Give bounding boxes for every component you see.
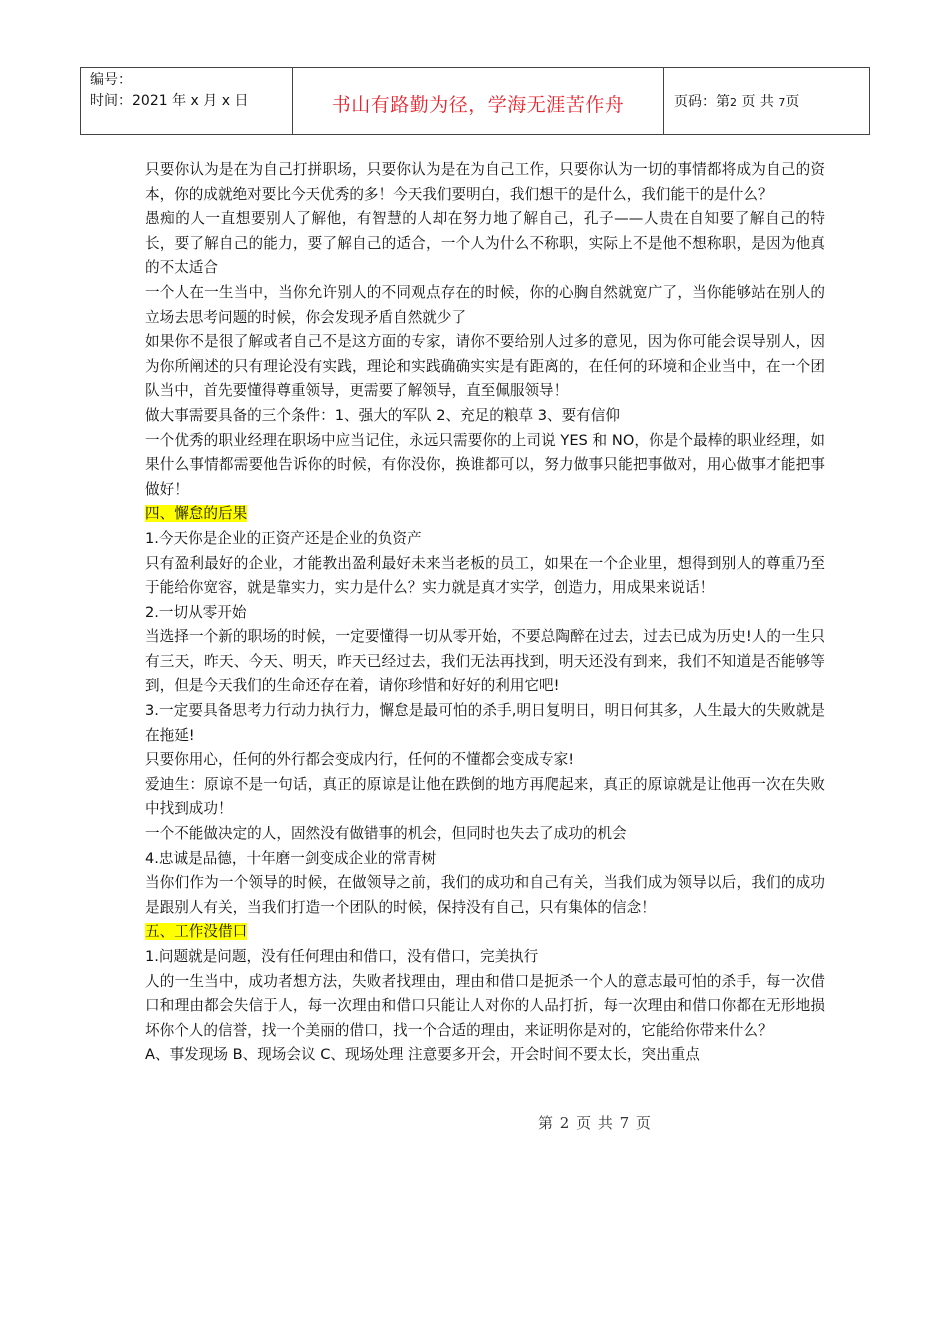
page-current: 2 [730, 96, 737, 109]
page-prefix: 页码：第 [674, 94, 730, 110]
document-number-label: 编号： [90, 72, 132, 88]
body-paragraph: 愚痴的人一直想要别人了解他，有智慧的人却在努力地了解自己，孔子——人贵在自知要了解自己的特长，要了解自己的能力，要了解自己的适合，一个人为什么不称职，实际上不是他不想称职，是因为他真的不太适合 [145, 210, 825, 277]
page-middle: 页 共 [741, 94, 774, 110]
page-suffix: 页 [785, 94, 800, 110]
body-paragraph: 做大事需要具备的三个条件：1、强大的军队 2、充足的粮草 3、要有信仰 [145, 406, 620, 424]
body-paragraph: 3.一定要具备思考力行动力执行力，懈怠是最可怕的杀手,明日复明日，明日何其多，人生最大的失败就是在拖延! [145, 702, 825, 744]
body-paragraph: 当选择一个新的职场的时候，一定要懂得一切从零开始，不要总陶醉在过去，过去已成为历史!人的一生只有三天，昨天、今天、明天，昨天已经过去，我们无法再找到，明天还没有到来，我们不知道是否能够等到，但是今天我们的生命还存在着，请你珍惜和好好的利用它吧! [145, 628, 825, 695]
section-heading [145, 920, 825, 945]
body-paragraph: 1.今天你是企业的正资产还是企业的负资产 [145, 529, 422, 547]
page-total: 7 [778, 96, 786, 109]
section-heading-text: 四、懈怠的后果 [145, 505, 248, 523]
body-paragraph: 2.一切从零开始 [145, 603, 247, 621]
header-meta-cell [81, 68, 293, 135]
body-paragraph: 如果你不是很了解或者自己不是这方面的专家，请你不要给别人过多的意见，因为你可能会误导别人，因为你所阐述的只有理论没有实践，理论和实践确确实实是有距离的，在任何的环境和企业当中，在一个团队当中，首先要懂得尊重领导，更需要了解领导，直至佩服领导！ [145, 333, 825, 400]
header-page-cell [664, 68, 870, 135]
body-paragraph: 1.问题就是问题，没有任何理由和借口，没有借口，完美执行 [145, 948, 539, 965]
document-header [80, 67, 870, 135]
body-paragraph: 人的一生当中，成功者想方法，失败者找理由，理由和借口是扼杀一个人的意志最可怕的杀手，每一次借口和理由都会失信于人，每一次理由和借口只能让人对你的人品打折，每一次理由和借口你都在无形地损坏你个人的信誉，找一个美丽的借口，找一个合适的理由，来证明你是对的，它能给你带来什么？ [145, 972, 825, 1039]
body-paragraph: 一个不能做决定的人，固然没有做错事的机会，但同时也失去了成功的机会 [145, 825, 627, 843]
body-paragraph: 只有盈利最好的企业，才能教出盈利最好未来当老板的员工，如果在一个企业里，想得到别人的尊重乃至于能给你宽容，就是靠实力，实力是什么？实力就是真才实学，创造力，用成果来说话！ [145, 554, 825, 597]
section-heading [145, 502, 825, 527]
body-paragraph: 只要你用心，任何的外行都会变成内行，任何的不懂都会变成专家! [145, 751, 575, 769]
header-motto-cell [293, 68, 664, 135]
section-heading-text: 五、工作没借口 [145, 923, 248, 941]
footer-page-mark: 第 2 页 共 7 页 [538, 1114, 652, 1132]
body-paragraph: 当你们作为一个领导的时候，在做领导之前，我们的成功和自己有关，当我们成为领导以后，我们的成功是跟别人有关，当我们打造一个团队的时候，保持没有自己，只有集体的信念！ [145, 874, 825, 916]
motto-text: 书山有路勤为径，学海无涯苦作舟 [331, 93, 625, 116]
body-paragraph: 爱迪生：原谅不是一句话，真正的原谅是让他在跌倒的地方再爬起来，真正的原谅就是让他再一次在失败中找到成功！ [145, 775, 825, 818]
document-time-label: 时间：2021 年 x 月 x 日 [90, 93, 249, 109]
body-paragraph: 4.忠诚是品德，十年磨一剑变成企业的常青树 [145, 849, 437, 867]
body-paragraph: 一个优秀的职业经理在职场中应当记住，永远只需要你的上司说 YES 和 NO，你是个最棒的职业经理，如果什么事情都需要他告诉你的时候，有你没你，换谁都可以，努力做事只能把事做对，用心做事才能把事做好！ [145, 431, 825, 498]
document-body [145, 158, 825, 1068]
body-paragraph: 只要你认为是在为自己打拼职场，只要你认为是在为自己工作，只要你认为一切的事情都将成为自己的资本，你的成就绝对要比今天优秀的多！今天我们要明白，我们想干的是什么，我们能干的是什么？ [145, 161, 825, 203]
body-paragraph: A、事发现场 B、现场会议 C、现场处理 注意要多开会，开会时间不要太长，突出重点 [145, 1046, 700, 1064]
body-paragraph: 一个人在一生当中，当你允许别人的不同观点存在的时候，你的心胸自然就宽广了，当你能够站在别人的立场去思考问题的时候，你会发现矛盾自然就少了 [145, 283, 825, 326]
